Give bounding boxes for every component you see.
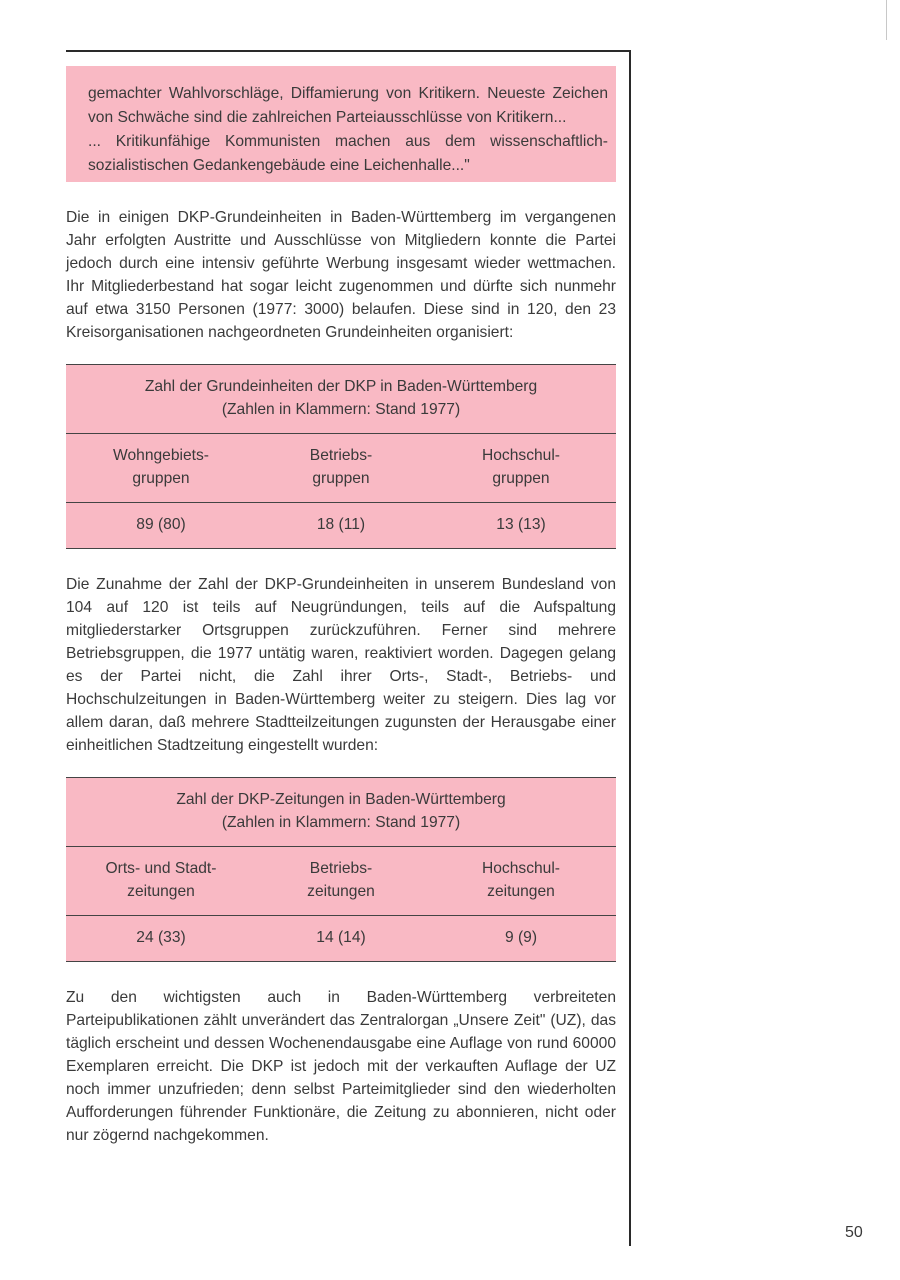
- table-value-row: [66, 503, 616, 548]
- header-line: Betriebs-: [309, 860, 373, 877]
- header-line: zeitungen: [487, 883, 555, 900]
- table-header-cell: [66, 444, 256, 490]
- header-line: Wohngebiets-: [113, 447, 209, 464]
- table-header-cell: [66, 857, 256, 903]
- table-title-line-2: (Zahlen in Klammern: Stand 1977): [221, 814, 461, 831]
- table-title-line-2: (Zahlen in Klammern: Stand 1977): [221, 401, 461, 418]
- table-title-line-1: Zahl der DKP-Zeitungen in Baden-Württemberg: [176, 791, 506, 808]
- table-header-row: [66, 847, 616, 916]
- column-rule: [629, 50, 631, 1246]
- table-value-row: [66, 916, 616, 961]
- page-number: 50: [845, 1224, 863, 1241]
- table-title: [66, 778, 616, 847]
- table-header-cell: [426, 857, 616, 903]
- quote-block: [66, 66, 616, 182]
- quote-paragraph-2: ... Kritikunfähige Kommunisten machen aus dem wissenschaftlich-sozialistischen Gedankengebäude eine Leichenhalle...": [88, 133, 608, 174]
- table-header-row: [66, 434, 616, 503]
- page-edge-mark: [886, 0, 887, 40]
- header-line: Betriebs-: [309, 447, 373, 464]
- paragraph-membership: Die in einigen DKP-Grundeinheiten in Baden-Württemberg im vergangenen Jahr erfolgten Austritte und Ausschlüsse von Mitgliedern konnte die Partei jedoch durch eine intensiv geführte Werbung insgesamt wieder wettmachen. Ihr Mitgliederbestand hat sogar leicht zugenommen und dürfte sich nunmehr auf etwa 3150 Personen (1977: 3000) belaufen. Diese sind in 120, den 23 Kreisorganisationen nachgeordneten Grundeinheiten organisiert:: [66, 209, 616, 341]
- header-line: zeitungen: [127, 883, 195, 900]
- table-header-cell: [426, 444, 616, 490]
- table-value-cell: 18 (11): [316, 516, 366, 533]
- table-header-cell: [256, 857, 426, 903]
- table-value-cell: 89 (80): [136, 516, 186, 533]
- quote-paragraph-1: gemachter Wahlvorschläge, Diffamierung von Kritikern. Neueste Zeichen von Schwäche sind die zahlreichen Parteiausschlüsse von Kritikern...: [88, 85, 608, 126]
- header-line: zeitungen: [307, 883, 375, 900]
- header-line: gruppen: [492, 470, 550, 487]
- document-column: [66, 52, 616, 1147]
- header-line: gruppen: [132, 470, 190, 487]
- header-line: Hochschul-: [482, 447, 560, 464]
- table-value-cell: 14 (14): [316, 929, 366, 946]
- table-grundeinheiten: [66, 364, 616, 549]
- table-zeitungen: [66, 777, 616, 962]
- header-line: gruppen: [312, 470, 370, 487]
- header-line: Hochschul-: [482, 860, 560, 877]
- table-title-line-1: Zahl der Grundeinheiten der DKP in Baden-Württemberg: [144, 378, 538, 395]
- paragraph-increase: Die Zunahme der Zahl der DKP-Grundeinheiten in unserem Bundesland von 104 auf 120 ist teils auf Neugründungen, teils auf die Aufspaltung mitgliederstarker Ortsgruppen zurückzuführen. Ferner sind mehrere Betriebsgruppen, die 1977 untätig waren, reaktiviert worden. Dagegen gelang es der Partei nicht, die Zahl ihrer Orts-, Stadt-, Betriebs- und Hochschulzeitungen in Baden-Württemberg weiter zu steigern. Dies lag vor allem daran, daß mehrere Stadtteilzeitungen zugunsten der Herausgabe einer einheitlichen Stadtzeitung eingestellt wurden:: [66, 576, 616, 754]
- table-value-cell: 24 (33): [136, 929, 186, 946]
- paragraph-publications: Zu den wichtigsten auch in Baden-Württemberg verbreiteten Parteipublikationen zählt unverändert das Zentralorgan „Unsere Zeit" (UZ), das täglich erscheint und dessen Wochenendausgabe eine Auflage von rund 60000 Exemplaren erreicht. Die DKP ist jedoch mit der verkauften Auflage der UZ noch immer unzufrieden; denn selbst Parteimitglieder sind den wiederholten Aufforderungen führender Funktionäre, die Zeitung zu abonnieren, nicht oder nur zögernd nachgekommen.: [66, 989, 616, 1144]
- table-value-cell: 13 (13): [496, 516, 546, 533]
- table-title: [66, 365, 616, 434]
- table-header-cell: [256, 444, 426, 490]
- header-line: Orts- und Stadt-: [105, 860, 217, 877]
- table-value-cell: 9 (9): [504, 929, 538, 946]
